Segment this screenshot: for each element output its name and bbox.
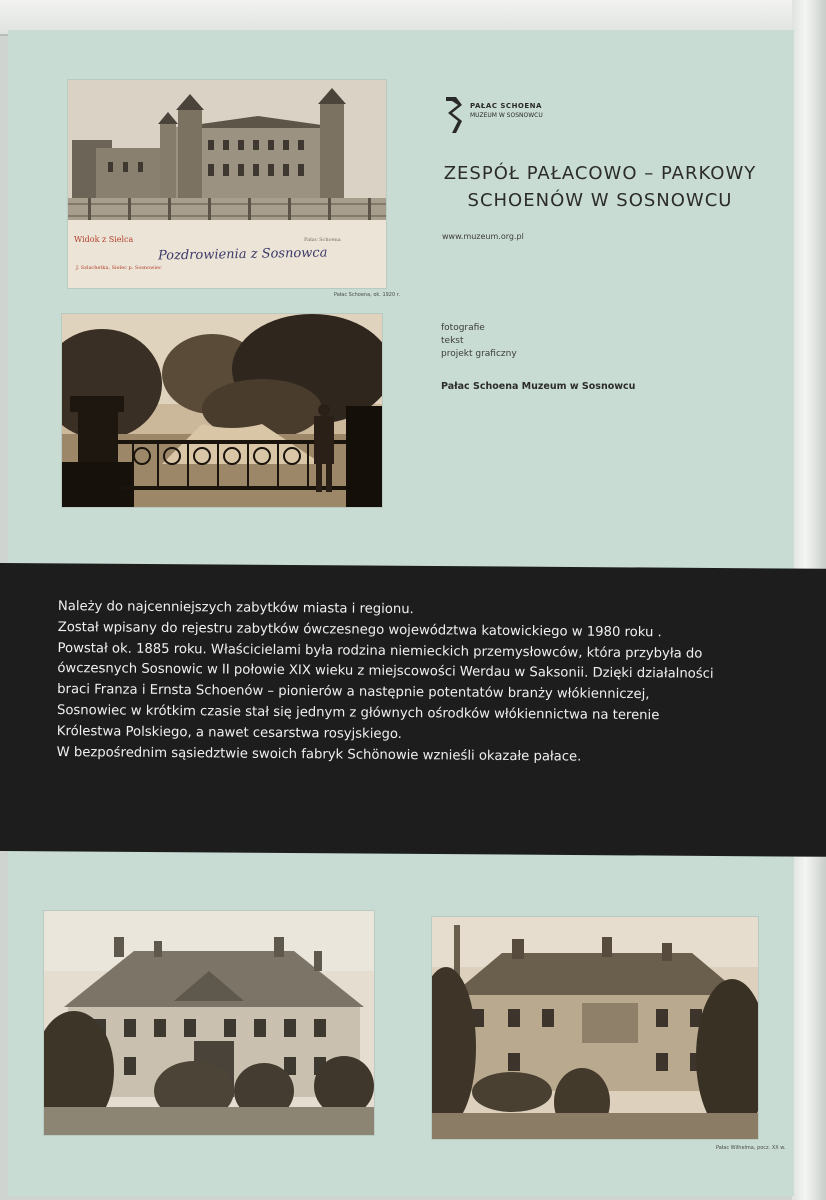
logo-name: PAŁAC SCHOENA xyxy=(470,102,542,110)
villa-right-caption: Pałac Wilhelma, pocz. XX w. xyxy=(716,1145,786,1151)
description-line: braci Franza i Ernsta Schoenów – pionierów a następnie potentatów branży włókienniczej, xyxy=(57,682,650,703)
museum-url: www.muzeum.org.pl xyxy=(442,232,524,241)
description-line: Powstał ok. 1885 roku. Właścicielami była rodzina niemieckich przemysłowców, która przybyła do xyxy=(57,640,703,662)
logo-subtitle: MUZEUM W SOSNOWCU xyxy=(470,112,543,119)
postcard-handwriting: Pozdrowienia z Sosnowca xyxy=(157,245,328,264)
description-line: ówczesnych Sosnowic w II połowie XIX wieku z miejscowości Werdau w Saksonii. Dzięki działalności xyxy=(57,661,714,683)
villa-left-image xyxy=(44,911,374,1135)
credit-photos: fotografie xyxy=(441,323,485,333)
palace-logo-icon xyxy=(444,95,464,135)
postcard-caption: Pałac Schoena, ok. 1920 r. xyxy=(334,292,400,298)
postcard-label-right: Pałac Schoena xyxy=(304,237,341,243)
page-title xyxy=(430,160,770,214)
credits-list xyxy=(441,322,517,361)
villa-right-image xyxy=(432,917,758,1139)
park-bridge-photo xyxy=(62,314,382,507)
park-bridge-image xyxy=(62,314,382,507)
credits-organization: Pałac Schoena Muzeum w Sosnowcu xyxy=(441,381,636,392)
postcard-printed-title: Widok z Sielca xyxy=(74,235,134,244)
description-line: Sosnowiec w krótkim czasie stał się jednym z głównych ośrodków włókiennictwa na terenie xyxy=(56,702,660,724)
title-line-2: SCHOENÓW W SOSNOWCU xyxy=(467,190,733,211)
description-line: Został wpisany do rejestru zabytków ówczesnego województwa katowickiego w 1980 roku . xyxy=(57,619,662,641)
description-line: Królestwa Polskiego, a nawet cesarstwa rosyjskiego. xyxy=(56,723,402,742)
postcard-publisher: J. Szlachetka, Sielec p. Sosnowiec xyxy=(76,265,162,271)
title-line-1: ZESPÓŁ PAŁACOWO – PARKOWY xyxy=(443,163,757,184)
description-line: Należy do najcenniejszych zabytków miasta i regionu. xyxy=(57,598,414,618)
villa-left-photo xyxy=(44,911,374,1135)
description-text xyxy=(57,597,778,770)
villa-right-photo xyxy=(432,917,758,1139)
credit-design: projekt graficzny xyxy=(441,349,517,359)
postcard-photo xyxy=(68,80,386,288)
description-line: W bezpośrednim sąsiedztwie swoich fabryk Schönowie wznieśli okazałe pałace. xyxy=(56,744,582,765)
credit-text: tekst xyxy=(441,336,464,346)
